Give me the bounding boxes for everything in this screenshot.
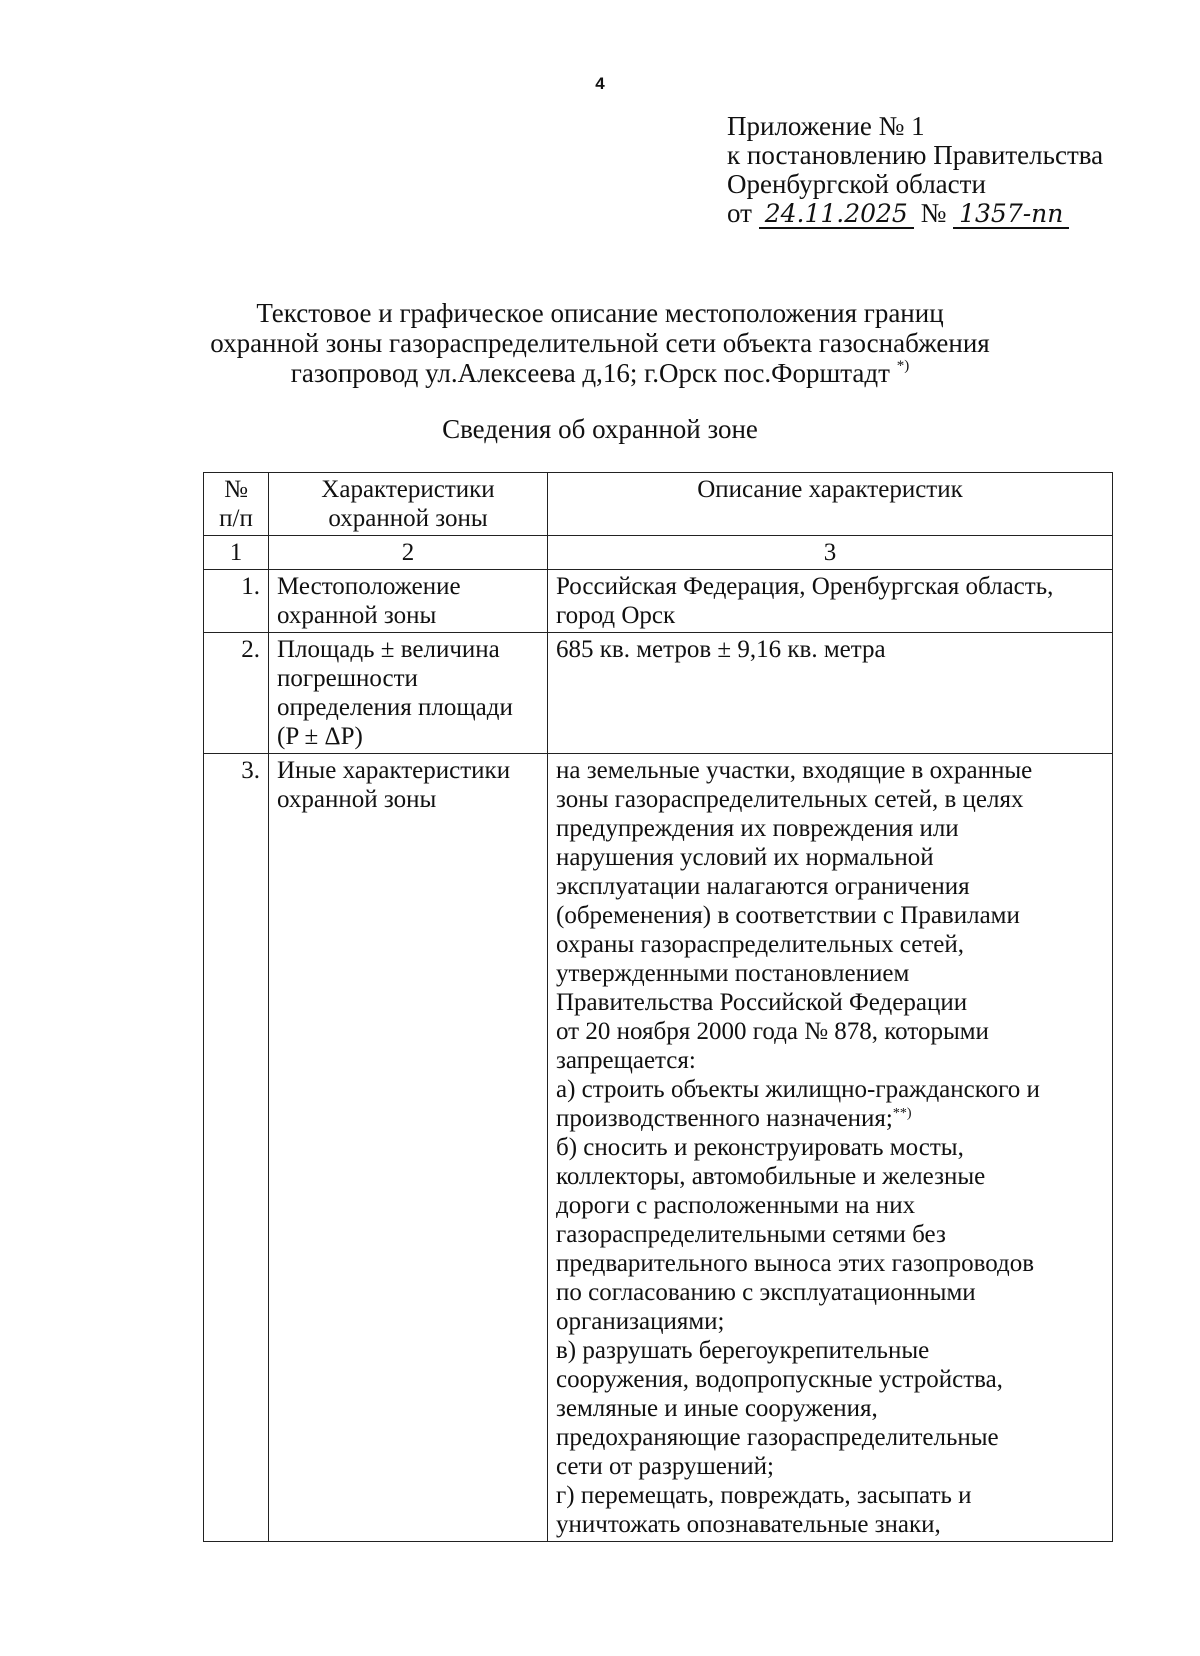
cell-line-text: запрещается: bbox=[556, 1047, 696, 1074]
cell-line bbox=[556, 1191, 1104, 1220]
column-number: 3 bbox=[548, 536, 1113, 570]
title-line-1: Текстовое и графическое описание местоположения границ bbox=[256, 298, 944, 328]
appendix-block bbox=[727, 112, 1103, 229]
row-characteristic bbox=[269, 633, 548, 754]
row-characteristic bbox=[269, 754, 548, 1542]
row-description bbox=[548, 633, 1113, 754]
cell-line: охранной зоны bbox=[277, 602, 437, 629]
appendix-date-line bbox=[727, 199, 1103, 229]
table-row bbox=[204, 754, 1113, 1542]
cell-line bbox=[556, 1365, 1104, 1394]
cell-line-text: охраны газораспределительных сетей, bbox=[556, 931, 964, 958]
cell-line-text: на земельные участки, входящие в охранные bbox=[556, 757, 1033, 784]
cell-line-text: по согласованию с эксплуатационными bbox=[556, 1279, 976, 1306]
cell-line-text: в) разрушать берегоукрепительные bbox=[556, 1337, 930, 1364]
cell-line: 685 кв. метров ± 9,16 кв. метра bbox=[556, 636, 886, 663]
title-line-3 bbox=[0, 358, 1200, 388]
row-number: 2. bbox=[204, 633, 269, 754]
row-description bbox=[548, 754, 1113, 1542]
cell-line-text: б) сносить и реконструировать мосты, bbox=[556, 1134, 964, 1161]
cell-line-text: организациями; bbox=[556, 1308, 725, 1335]
header-desc-text: Описание характеристик bbox=[697, 476, 963, 503]
title-line-2: охранной зоны газораспределительной сети объекта газоснабжения bbox=[210, 328, 990, 358]
page-number: 4 bbox=[595, 74, 605, 93]
cell-line bbox=[556, 1510, 1104, 1539]
cell-line: Площадь ± величина bbox=[277, 636, 500, 663]
row-characteristic bbox=[269, 570, 548, 633]
row-number: 3. bbox=[204, 754, 269, 1542]
section-subtitle: Сведения об охранной зоне bbox=[442, 414, 758, 444]
cell-line bbox=[556, 901, 1104, 930]
cell-line: определения площади bbox=[277, 694, 513, 721]
header-row bbox=[204, 473, 1113, 536]
appendix-line-1: Приложение № 1 bbox=[727, 111, 925, 141]
header-characteristic bbox=[269, 473, 548, 536]
cell-line bbox=[556, 1249, 1104, 1278]
cell-line-text: (обременения) в соответствии с Правилами bbox=[556, 902, 1020, 929]
cell-line-text: утвержденными постановлением bbox=[556, 960, 910, 987]
column-number: 1 bbox=[204, 536, 269, 570]
table-row bbox=[204, 570, 1113, 633]
cell-line-text: нарушения условий их нормальной bbox=[556, 844, 934, 871]
cell-line bbox=[556, 1307, 1104, 1336]
cell-line bbox=[556, 1394, 1104, 1423]
zone-info-table bbox=[203, 472, 1113, 1542]
cell-line-text: предварительного выноса этих газопроводов bbox=[556, 1250, 1035, 1277]
cell-line bbox=[556, 1336, 1104, 1365]
cell-line: город Орск bbox=[556, 602, 676, 629]
cell-line: охранной зоны bbox=[277, 786, 437, 813]
cell-line bbox=[556, 1133, 1104, 1162]
cell-line bbox=[556, 1278, 1104, 1307]
appendix-line-3: Оренбургской области bbox=[727, 169, 986, 199]
cell-line-text: а) строить объекты жилищно-гражданского и bbox=[556, 1076, 1040, 1103]
cell-line-text: предохраняющие газораспределительные bbox=[556, 1424, 999, 1451]
cell-line-text: сооружения, водопропускные устройства, bbox=[556, 1366, 1003, 1393]
cell-line-text: г) перемещать, повреждать, засыпать и bbox=[556, 1482, 972, 1509]
cell-line-text: предупреждения их повреждения или bbox=[556, 815, 959, 842]
desc-footnote-mark: **) bbox=[892, 1106, 912, 1121]
cell-line bbox=[556, 1452, 1104, 1481]
cell-line bbox=[556, 872, 1104, 901]
header-char-line-1: Характеристики bbox=[321, 476, 495, 503]
cell-line: Местоположение bbox=[277, 573, 461, 600]
cell-line-text: зоны газораспределительных сетей, в целях bbox=[556, 786, 1024, 813]
cell-line-text: уничтожать опознавательные знаки, bbox=[556, 1511, 941, 1538]
cell-line-text: коллекторы, автомобильные и железные bbox=[556, 1163, 986, 1190]
cell-line bbox=[556, 1104, 1104, 1133]
handwritten-number: 1357-пп bbox=[953, 201, 1069, 229]
cell-line bbox=[556, 1075, 1104, 1104]
header-num bbox=[204, 473, 269, 536]
row-description bbox=[548, 570, 1113, 633]
header-num-line-2: п/п bbox=[219, 505, 253, 532]
header-num-line-1: № bbox=[224, 476, 248, 503]
cell-line-text: сети от разрушений; bbox=[556, 1453, 774, 1480]
title-footnote-mark: *) bbox=[896, 358, 910, 374]
cell-line bbox=[556, 1423, 1104, 1452]
column-number: 2 bbox=[269, 536, 548, 570]
cell-line-text: эксплуатации налагаются ограничения bbox=[556, 873, 970, 900]
cell-line-text: производственного назначения; bbox=[556, 1105, 893, 1132]
number-prefix: № bbox=[920, 198, 947, 228]
cell-line-text: Правительства Российской Федерации bbox=[556, 989, 968, 1016]
cell-line bbox=[556, 1017, 1104, 1046]
cell-line-text: от 20 ноября 2000 года № 878, которыми bbox=[556, 1018, 989, 1045]
cell-line bbox=[556, 785, 1104, 814]
header-description bbox=[548, 473, 1113, 536]
cell-line bbox=[556, 1162, 1104, 1191]
cell-line bbox=[556, 1481, 1104, 1510]
cell-line bbox=[556, 814, 1104, 843]
cell-line-text: газораспределительными сетями без bbox=[556, 1221, 946, 1248]
cell-line-text: дороги с расположенными на них bbox=[556, 1192, 916, 1219]
cell-line-text: земляные и иные сооружения, bbox=[556, 1395, 878, 1422]
cell-line: погрешности bbox=[277, 665, 418, 692]
cell-line bbox=[556, 756, 1104, 785]
cell-line: Российская Федерация, Оренбургская область, bbox=[556, 573, 1054, 600]
header-char-line-2: охранной зоны bbox=[328, 505, 488, 532]
title-line-3-text: газопровод ул.Алексеева д,16; г.Орск пос.Форштадт bbox=[290, 358, 890, 388]
cell-line bbox=[556, 1046, 1104, 1075]
cell-line bbox=[556, 930, 1104, 959]
column-number-row bbox=[204, 536, 1113, 570]
date-prefix: от bbox=[727, 198, 752, 228]
cell-line: (P ± ΔP) bbox=[277, 723, 363, 750]
cell-line: Иные характеристики bbox=[277, 757, 511, 784]
handwritten-date: 24.11.2025 bbox=[759, 201, 914, 229]
table-row bbox=[204, 633, 1113, 754]
row-number: 1. bbox=[204, 570, 269, 633]
appendix-line-2: к постановлению Правительства bbox=[727, 140, 1104, 170]
cell-line bbox=[556, 843, 1104, 872]
cell-line bbox=[556, 988, 1104, 1017]
cell-line bbox=[556, 1220, 1104, 1249]
cell-line bbox=[556, 959, 1104, 988]
document-title bbox=[0, 298, 1200, 388]
